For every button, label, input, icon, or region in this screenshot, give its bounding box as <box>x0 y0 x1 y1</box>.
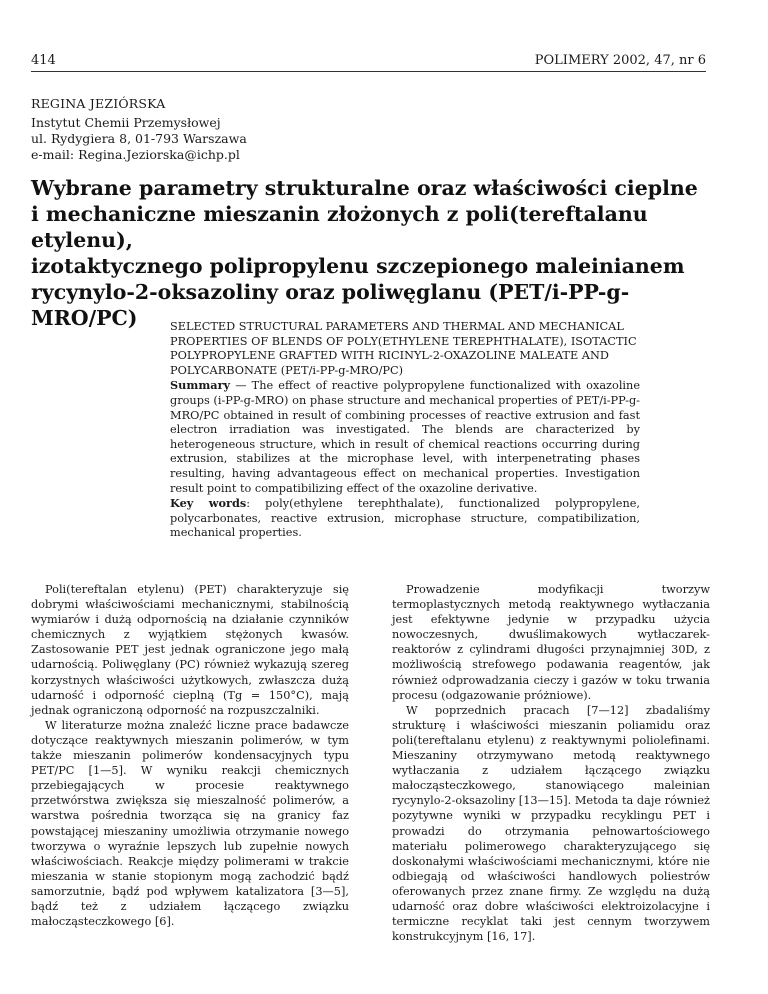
paragraph: W poprzednich pracach [7—12] zbadaliśmy strukturę i właściwości mieszanin poliamidu oraz poli(tereftalanu etylenu) z reaktywnymi poliolefinami. Mieszaniny otrzymywano metodą reaktywnego wytłaczania z udziałem łączącego związku małocząsteczkowego, stanowiącego maleinian rycynylo-2-oksazoliny [13—15]. Metoda ta daje również pozytywne wyniki w przypadku recyklingu PET i prowadzi do otrzymania pełnowartościowego materiału polimerowego charakteryzującego się doskonałymi właściwościami mechanicznymi, które nie odbiegają od właściwości handlowych poliestrów oferowanych przez znane firmy. Ze względu na dużą udarność oraz dobre właściwości elektroizolacyjne i termiczne recyklat taki jest cennym tworzywem konstrukcyjnym [16, 17]. <box>392 703 710 944</box>
author-name: REGINA JEZIÓRSKA <box>31 96 166 111</box>
body-column-left <box>31 582 349 929</box>
title-line: rycynylo-2-oksazoliny oraz poliwęglanu (PET/i-PP-g-MRO/PC) <box>31 280 630 330</box>
paragraph: W literaturze można znaleźć liczne prace badawcze dotyczące reaktywnych mieszanin polimerów, w tym także mieszanin polimerów kondensacyjnych typu PET/PC [1—5]. W wyniku reakcji chemicznych przebiegających w procesie reaktywnego przetwórstwa zwiększa się mieszalność polimerów, a warstwa pośrednia tworząca się na granicy faz powstającej mieszaniny umożliwia otrzymanie nowego tworzywa o wyraźnie lepszych lub zupełnie nowych właściwościach. Reakcje między polimerami w trakcie mieszania w stanie stopionym mogą zachodzić bądź samorzutnie, bądź pod wpływem katalizatora [3—5], bądź też z udziałem łączącego związku małocząsteczkowego [6]. <box>31 718 349 929</box>
english-abstract <box>170 320 640 541</box>
summary-text: — The effect of reactive polypropylene functionalized with oxazoline groups (i-PP-g-MRO) on phase structure and mechanical properties of PET/i-PP-g-MRO/PC obtained in result of combining processes of reactive extrusion and fast electron irradiation was investigated. The blends are characterized by heterogeneous structure, which in result of chemical reactions occurring during extrusion, stabilizes at the microphase level, with interpenetrating phases resulting, having advantageous effect on mechanical properties. Investigation result point to compatibilizing effect of the oxazoline derivative. <box>170 379 640 495</box>
author-block <box>31 96 247 163</box>
journal-reference: POLIMERY 2002, 47, nr 6 <box>534 53 706 68</box>
english-title: SELECTED STRUCTURAL PARAMETERS AND THERMAL AND MECHANICAL PROPERTIES OF BLENDS OF POLY(ETHYLENE TEREPHTHALATE), ISOTACTIC POLYPROPYLENE GRAFTED WITH RICINYL-2-OXAZOLINE MALEATE AND POLYCARBONATE (PET/i-PP-g-MRO/PC) <box>170 320 637 377</box>
title-line: Wybrane parametry strukturalne oraz właściwości cieplne <box>31 176 698 200</box>
title-line: i mechaniczne mieszanin złożonych z poli(tereftalanu etylenu), <box>31 202 648 252</box>
article-title <box>31 175 731 331</box>
paragraph: Prowadzenie modyfikacji tworzyw termoplastycznych metodą reaktywnego wytłaczania jest efektywne jedynie w przypadku użycia nowoczesnych, dwuślimakowych wytłaczarek-reaktorów z cylindrami długości przynajmniej 30D, z możliwością strefowego podawania reagentów, jak również odprowadzania cieczy i gazów w toku trwania procesu (odgazowanie próżniowe). <box>392 583 710 702</box>
keywords-text: : poly(ethylene terephthalate), functionalized polypropylene, polycarbonates, reactive extrusion, microphase structure, compatibilization, mechanical properties. <box>170 497 640 540</box>
page-number: 414 <box>31 53 56 68</box>
summary <box>170 378 640 496</box>
header-rule <box>31 71 706 72</box>
keywords <box>170 496 640 541</box>
body-column-right <box>392 582 710 944</box>
author-institute: Instytut Chemii Przemysłowej <box>31 115 221 130</box>
title-line: izotaktycznego polipropylenu szczepionego maleinianem <box>31 254 685 278</box>
keywords-label: Key words <box>170 496 247 511</box>
paragraph: Poli(tereftalan etylenu) (PET) charakteryzuje się dobrymi właściwościami mechanicznymi, stabilnością wymiarów i dużą odpornością na działanie czynników chemicznych z wyjątkiem stężonych kwasów. Zastosowanie PET jest jednak ograniczone jego małą udarnością. Poliwęglany (PC) również wykazują szereg korzystnych właściwości użytkowych, zwłaszcza dużą udarność i odporność cieplną (Tg = 150°C), mają jednak ograniczoną odporność na rozpuszczalniki. <box>31 583 349 717</box>
summary-label: Summary <box>170 378 231 393</box>
author-email[interactable]: e-mail: Regina.Jeziorska@ichp.pl <box>31 147 240 162</box>
author-address: ul. Rydygiera 8, 01-793 Warszawa <box>31 131 247 146</box>
